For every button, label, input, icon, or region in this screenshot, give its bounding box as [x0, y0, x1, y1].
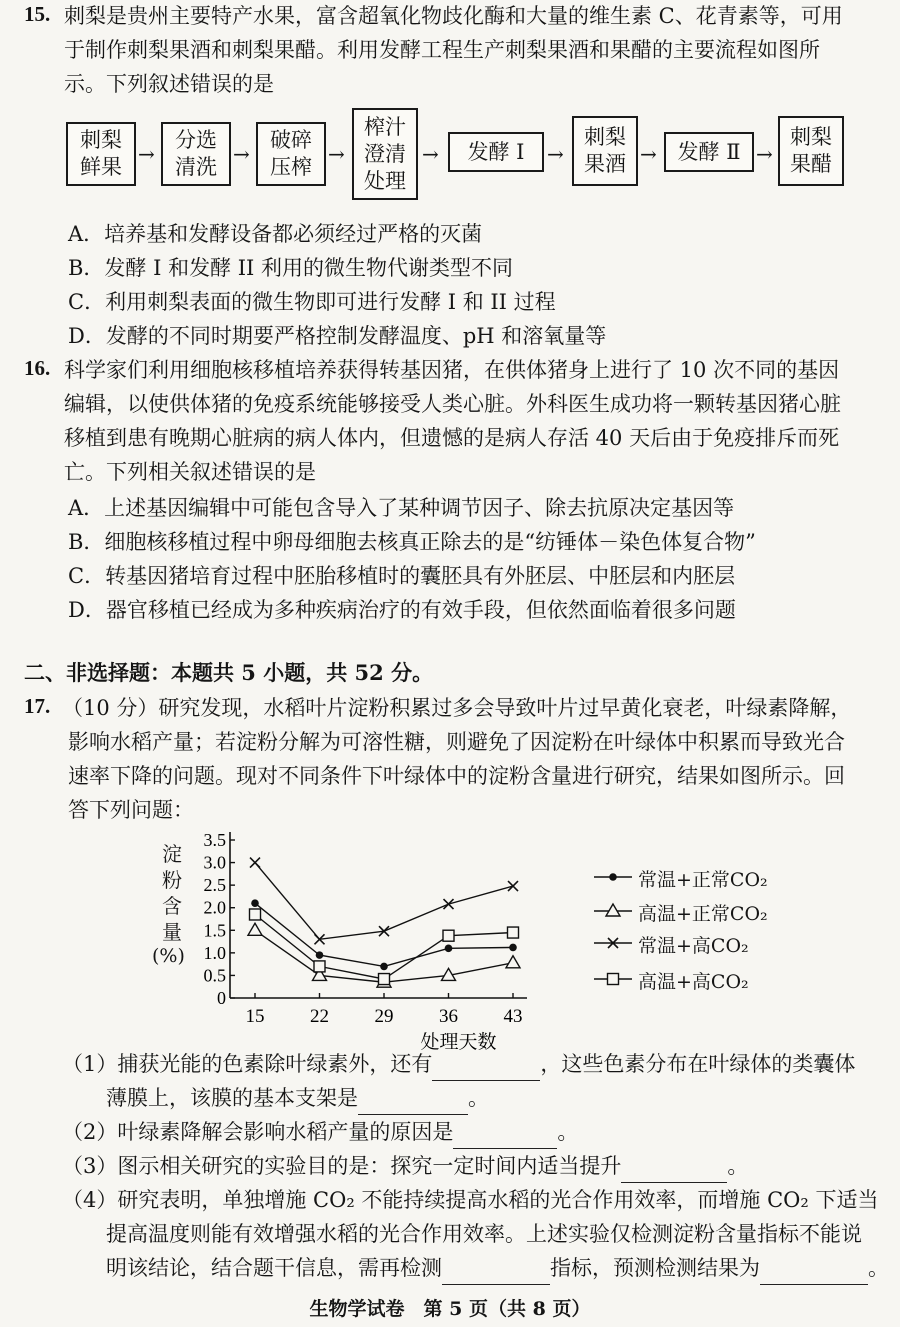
- data-point-s1-43: [506, 956, 520, 968]
- data-point-s2-43: [508, 881, 518, 891]
- legend-entry-high-temp-normal-co2: 高温+正常CO₂: [638, 903, 768, 925]
- q17-sub1-line-2: 薄膜上，该膜的基本支架是 。: [106, 1082, 489, 1115]
- q15-option-a[interactable]: A．培养基和发酵设备都必须经过严格的灭菌: [68, 222, 483, 246]
- legend-entry-normal-temp-high-co2: 常温+高CO₂: [638, 935, 749, 957]
- q17-sub4-line-3: 明该结论，结合题干信息，需再检测 指标，预测检测结果为 。: [106, 1252, 889, 1285]
- legend-marker-1: [606, 904, 620, 916]
- x-tick-label: 36: [439, 1006, 458, 1027]
- y-tick-label: 2.0: [203, 897, 226, 918]
- q16-stem-line-1: 科学家们利用细胞核移植培养获得转基因猪，在供体猪身上进行了 10 次不同的基因: [64, 358, 840, 382]
- flow-box-sort-wash: 分选 清洗: [161, 122, 231, 186]
- q15-stem-line-3: 示。下列叙述错误的是: [64, 72, 274, 96]
- x-axis-label: 处理天数: [420, 1031, 497, 1053]
- data-point-s3-29: [379, 974, 390, 985]
- q17-sub3: （3）图示相关研究的实验目的是：探究一定时间内适当提升 。: [62, 1150, 748, 1183]
- page-footer: 生物学试卷 第 5 页（共 8 页）: [309, 1298, 591, 1320]
- q15-option-b[interactable]: B．发酵 I 和发酵 II 利用的微生物代谢类型不同: [68, 256, 514, 280]
- data-point-s3-36: [443, 930, 454, 941]
- legend-marker-3: [608, 974, 619, 985]
- q17-sub2: （2）叶绿素降解会影响水稻产量的原因是 。: [62, 1116, 578, 1149]
- fermentation-flowchart: [66, 112, 846, 202]
- flow-arrow: →: [233, 142, 250, 166]
- flow-box-juice-clarify: 榨汁 澄清 处理: [352, 108, 418, 200]
- legend-entry-normal-temp-normal-co2: 常温+正常CO₂: [638, 869, 768, 891]
- flow-box-crush-press: 破碎 压榨: [256, 122, 326, 186]
- flow-arrow: →: [640, 142, 657, 166]
- data-point-s0-36: [445, 945, 453, 953]
- answer-blank-1[interactable]: [432, 1058, 540, 1081]
- y-tick-label: 3.5: [203, 830, 226, 850]
- section-heading: 二、非选择题：本题共 5 小题，共 52 分。: [24, 660, 434, 685]
- data-point-s0-15: [251, 899, 259, 907]
- x-tick-label: 29: [374, 1006, 394, 1027]
- x-tick-label: 22: [310, 1006, 329, 1027]
- y-tick-label: 1.5: [203, 920, 226, 941]
- q17-stem-line-1: （10 分）研究发现，水稻叶片淀粉积累过多会导致叶片过早黄化衰老，叶绿素降解，: [62, 696, 852, 720]
- data-point-s3-43: [508, 927, 519, 938]
- q15-stem-line-1: 刺梨是贵州主要特产水果，富含超氧化物歧化酶和大量的维生素 C、花青素等，可用: [64, 4, 843, 28]
- flow-box-fermentation-1: 发酵 Ⅰ: [448, 132, 544, 172]
- y-tick-label: 0: [217, 988, 226, 1008]
- data-point-s1-15: [248, 923, 262, 935]
- q16-option-c[interactable]: C．转基因猪培育过程中胚胎移植时的囊胚具有外胚层、中胚层和内胚层: [68, 564, 736, 588]
- data-point-s0-29: [380, 963, 388, 971]
- q16-option-d[interactable]: D．器官移植已经成为多种疾病治疗的有效手段，但依然面临着很多问题: [68, 598, 736, 622]
- legend-markers: [590, 865, 640, 1005]
- flow-arrow: →: [422, 142, 439, 166]
- x-tick-label: 43: [503, 1006, 523, 1027]
- q17-stem-line-2: 影响水稻产量；若淀粉分解为可溶性糖，则避免了因淀粉在叶绿体中积累而导致光合: [68, 730, 845, 754]
- answer-blank-4[interactable]: [621, 1160, 727, 1183]
- answer-blank-2[interactable]: [358, 1092, 468, 1115]
- data-point-s2-36: [444, 899, 454, 909]
- flow-arrow: →: [547, 142, 564, 166]
- chart-ylabel-unit: (%): [152, 945, 185, 967]
- data-point-s2-15: [250, 858, 260, 868]
- y-tick-label: 1.0: [203, 942, 226, 963]
- q16-stem-line-4: 亡。下列相关叙述错误的是: [64, 460, 316, 484]
- legend-entry-high-temp-high-co2: 高温+高CO₂: [638, 971, 749, 993]
- chart-ylabel: 淀 粉 含 量: [162, 842, 182, 944]
- q16-stem-line-2: 编辑，以使供体猪的免疫系统能够接受人类心脏。外科医生成功将一颗转基因猪心脏: [64, 392, 841, 416]
- q15-option-c[interactable]: C．利用刺梨表面的微生物即可进行发酵 I 和 II 过程: [68, 290, 556, 314]
- data-point-s0-43: [509, 944, 517, 952]
- flow-arrow: →: [756, 142, 773, 166]
- q16-stem-line-3: 移植到患有晚期心脏病的病人体内，但遗憾的是病人存活 40 天后由于免疫排斥而死: [64, 426, 840, 450]
- q17-stem-line-3: 速率下降的问题。现对不同条件下叶绿体中的淀粉含量进行研究，结果如图所示。回: [68, 764, 845, 788]
- question-15-number: 15.: [24, 2, 51, 26]
- answer-blank-6[interactable]: [760, 1262, 868, 1285]
- legend-marker-0: [609, 873, 617, 881]
- flow-box-fermentation-2: 发酵 Ⅱ: [664, 132, 754, 172]
- flow-box-fresh-fruit: 刺梨 鲜果: [66, 122, 136, 186]
- y-tick-label: 0.5: [203, 965, 226, 986]
- flow-arrow: →: [328, 142, 345, 166]
- flow-arrow: →: [138, 142, 155, 166]
- q16-option-a[interactable]: A．上述基因编辑中可能包含导入了某种调节因子、除去抗原决定基因等: [68, 496, 735, 520]
- data-point-s3-15: [250, 909, 261, 920]
- q17-sub4-line-2: 提高温度则能有效增强水稻的光合作用效率。上述实验仅检测淀粉含量指标不能说: [106, 1222, 862, 1246]
- series-line-2: [255, 863, 513, 940]
- q17-sub4-line-1: （4）研究表明，单独增施 CO₂ 不能持续提高水稻的光合作用效率，而增施 CO₂ 下适当: [62, 1188, 879, 1212]
- chart-plot-area: [180, 825, 600, 1055]
- answer-blank-3[interactable]: [453, 1126, 557, 1149]
- q15-option-d[interactable]: D．发酵的不同时期要严格控制发酵温度、pH 和溶氧量等: [68, 324, 607, 348]
- flow-box-fruit-wine: 刺梨 果酒: [572, 116, 638, 186]
- answer-blank-5[interactable]: [442, 1262, 550, 1285]
- x-tick-label: 15: [245, 1006, 265, 1027]
- question-17-number: 17.: [24, 694, 51, 718]
- question-16-number: 16.: [24, 356, 51, 380]
- data-point-s3-22: [314, 961, 325, 972]
- y-tick-label: 2.5: [203, 875, 226, 896]
- y-tick-label: 3.0: [203, 852, 226, 873]
- q17-stem-line-4: 答下列问题：: [68, 798, 194, 822]
- q15-stem-line-2: 于制作刺梨果酒和刺梨果醋。利用发酵工程生产刺梨果酒和果醋的主要流程如图所: [64, 38, 820, 62]
- q17-sub1-line-1: （1）捕获光能的色素除叶绿素外，还有 ，这些色素分布在叶绿体的类囊体: [62, 1048, 855, 1081]
- data-point-s0-22: [316, 951, 324, 959]
- flow-box-fruit-vinegar: 刺梨 果醋: [778, 116, 844, 186]
- q16-option-b[interactable]: B．细胞核移植过程中卵母细胞去核真正除去的是“纺锤体－染色体复合物”: [68, 530, 756, 554]
